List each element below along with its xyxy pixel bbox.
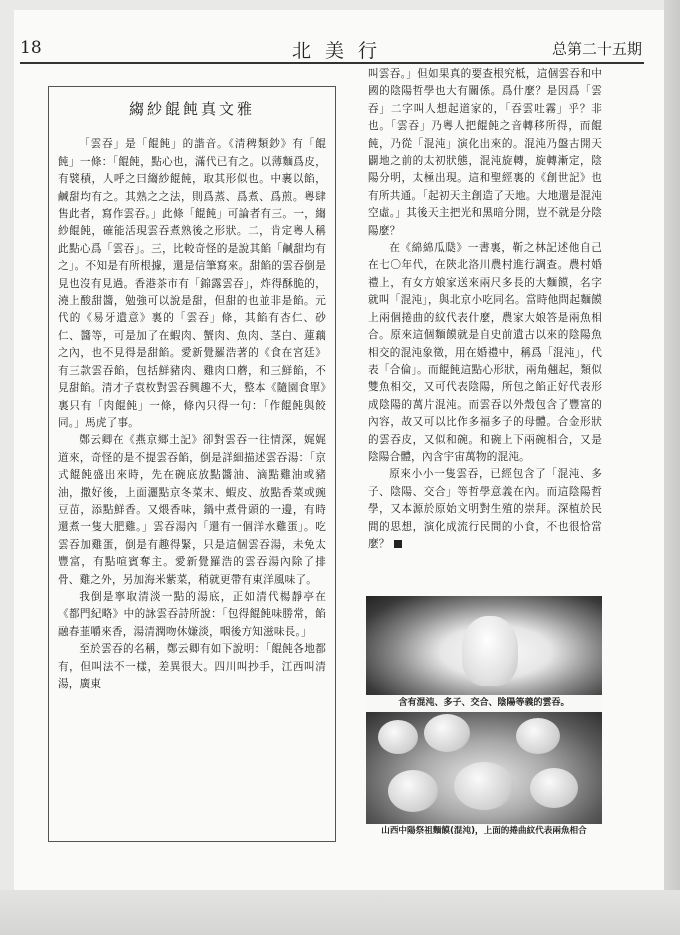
running-header bbox=[20, 36, 642, 64]
paragraph: 在《綿綿瓜瓞》一書裏，靳之林記述他自己在七〇年代，在陝北洛川農村進行調查。農村婚禮上，有女方娘家送來兩尺多長的大麵饃，名字就叫「混沌」，與北京小吃同名。當時他問起麵饃上兩個捲曲的紋代表什麼，農家大娘答是兩魚相合。原來這個麵饃就是自史前遺古以來的陰陽魚相交的混沌象徵，用在婚禮中，稱爲「混沌」，代表「合倫」。而餛飩這點心形狀，兩角翹起，類似雙魚相交，又可代表陰陽，所包之餡正好代表形成陰陽的萬片混沌。而雲吞以外殼包含了豐富的內容，故又可以比作多福多子的母體。合金形狀的雲吞皮，又似和碗。和碗上下兩碗相合，又是陰陽合體，內含宇宙萬物的混沌。 bbox=[368, 242, 602, 463]
paragraph: 「雲吞」是「餛飩」的諧音。《清稗類鈔》有「餛飩」一條：「餛飩，點心也，滿代已有之。以薄麵爲皮，有襞積，人呼之曰縐紗餛飩，取其形似也。中裹以餡，鹹甜均有之。其熟之之法，則爲蒸、爲煮、爲煎。粵肆售此者，寫作雲吞。」此條「餛飩」可論者有三。一，縐紗餛飩，確能活現雲吞煮熟後之形狀。二，肯定粵人稱此點心爲「雲吞」。三，比較奇怪的是說其餡「鹹甜均有之」。不知是有所根據，還是信筆寫來。甜餡的雲吞倒是見也沒有見過。香港茶市有「錦露雲吞」，炸得酥脆的，澆上酸甜醬，勉強可以說是甜，但甜的也並非是餡。元代的《易牙遺意》裏的「雲吞」條，其餡有杏仁、砂仁、醬等，可是加了在蝦肉、蟹肉、魚肉、茎白、蓮藕之內，也不見得是甜餡。愛新覺羅浩著的《食在宮廷》有三款雲吞餡，包括鮮豬肉、雞肉口蘑，和三鮮餡，不見甜餡。清才子袁枚對雲吞興趣不大，整本《隨園食單》裏只有「肉餛飩」一條，條內只得一句：「作餛飩與餃同。」馬虎了事。 bbox=[58, 138, 326, 429]
ritual-bread-photo bbox=[366, 712, 602, 824]
wonton-photo bbox=[366, 596, 602, 712]
bread-bun-image bbox=[530, 768, 578, 808]
paragraph: 鄭云卿在《燕京鄉土記》卻對雲吞一往情深，娓娓道來，奇怪的是不提雲吞餡，倒是詳細描述雲吞湯：「京式餛飩盛出來時，先在碗底放點醬油、滴點雞油或豬油，撒好後，上面灑點京冬菜末、蝦皮、放點香菜或豌豆苗，添點鮮香。又煨香味，鍋中煮骨頭的一邊，有時還煮一隻大肥雞。」雲吞湯內「還有一個洋水雞蛋」。吃雲吞加雞蛋，倒是有趣得緊，只是這個雲吞湯，未免太豐富，有點喧賓奪主。愛新覺羅浩的雲吞湯內除了排骨、雞之外，另加海米紫菜，稍就更帶有東洋風味了。 bbox=[58, 434, 326, 586]
bread-bun-image bbox=[516, 718, 560, 754]
header-rule bbox=[20, 62, 644, 64]
page-number: 18 bbox=[20, 38, 42, 58]
paragraph: 我倒是寧取清淡一點的湯底，正如清代楊靜亭在《都門紀略》中的詠雲吞詩所說：「包得餛飩味勝常，餡融春韮嚼來香，湯清潤吻休嫌淡，咽後方知滋味長。」 bbox=[58, 590, 326, 638]
paragraph: 至於雲吞的名稱，鄭云卿有如下說明：「餛飩各地都有，但叫法不一樣，差異很大。四川叫抄手，江西叫清湯，廣東 bbox=[58, 643, 326, 690]
bread-bun-image bbox=[378, 720, 418, 754]
photo-caption: 含有混沌、多子、交合、陰陽等義的雲吞。 bbox=[366, 695, 602, 712]
paragraph: 叫雲吞。」但如果真的要查根究柢，這個雲吞和中國的陰陽哲學也大有關係。爲什麼？是因爲「雲吞」二字叫人想起道家的，「吞雲吐霧」乎？非也。「雲吞」乃粵人把餛飩之音轉移所得，而餛飩，乃從「混沌」演化出來的。混沌乃盤古開天闢地之前的太初狀態，混沌旋轉，旋轉漸定，陰陽分明，太極出現。這和聖經裏的《創世記》也有所共通。「起初天主創造了天地。大地還是混沌空虛。」其後天主把光和黑暗分開，豈不就是分陰陽麼？ bbox=[368, 68, 602, 237]
bread-coil-image bbox=[454, 762, 514, 810]
bread-bun-image bbox=[424, 714, 470, 752]
wonton-image bbox=[462, 616, 518, 686]
article-title: 縐紗餛飩真文雅 bbox=[128, 100, 255, 118]
bread-bun-image bbox=[388, 770, 438, 812]
issue-number: 总第二十五期 bbox=[551, 40, 642, 58]
paragraph-text: 原來小小一隻雲吞，已經包含了「混沌、多子、陰陽、交合」等哲學意義在內。而這陰陽哲學，又本源於原始文明對生殖的崇拜。深植於民間的思想，演化成流行民間的小食，不也很恰當麼？ bbox=[368, 468, 602, 550]
magazine-name: 北美行 bbox=[292, 40, 392, 62]
page-edge-shadow bbox=[664, 0, 680, 935]
end-mark-icon bbox=[394, 540, 402, 548]
scan-bottom-margin bbox=[0, 890, 680, 935]
photo-caption: 山西中陽祭祖麵饃(混沌)，上面的捲曲紋代表兩魚相合 bbox=[381, 826, 587, 836]
right-column bbox=[368, 66, 602, 553]
paragraph bbox=[368, 466, 602, 553]
left-column-box bbox=[48, 86, 336, 842]
